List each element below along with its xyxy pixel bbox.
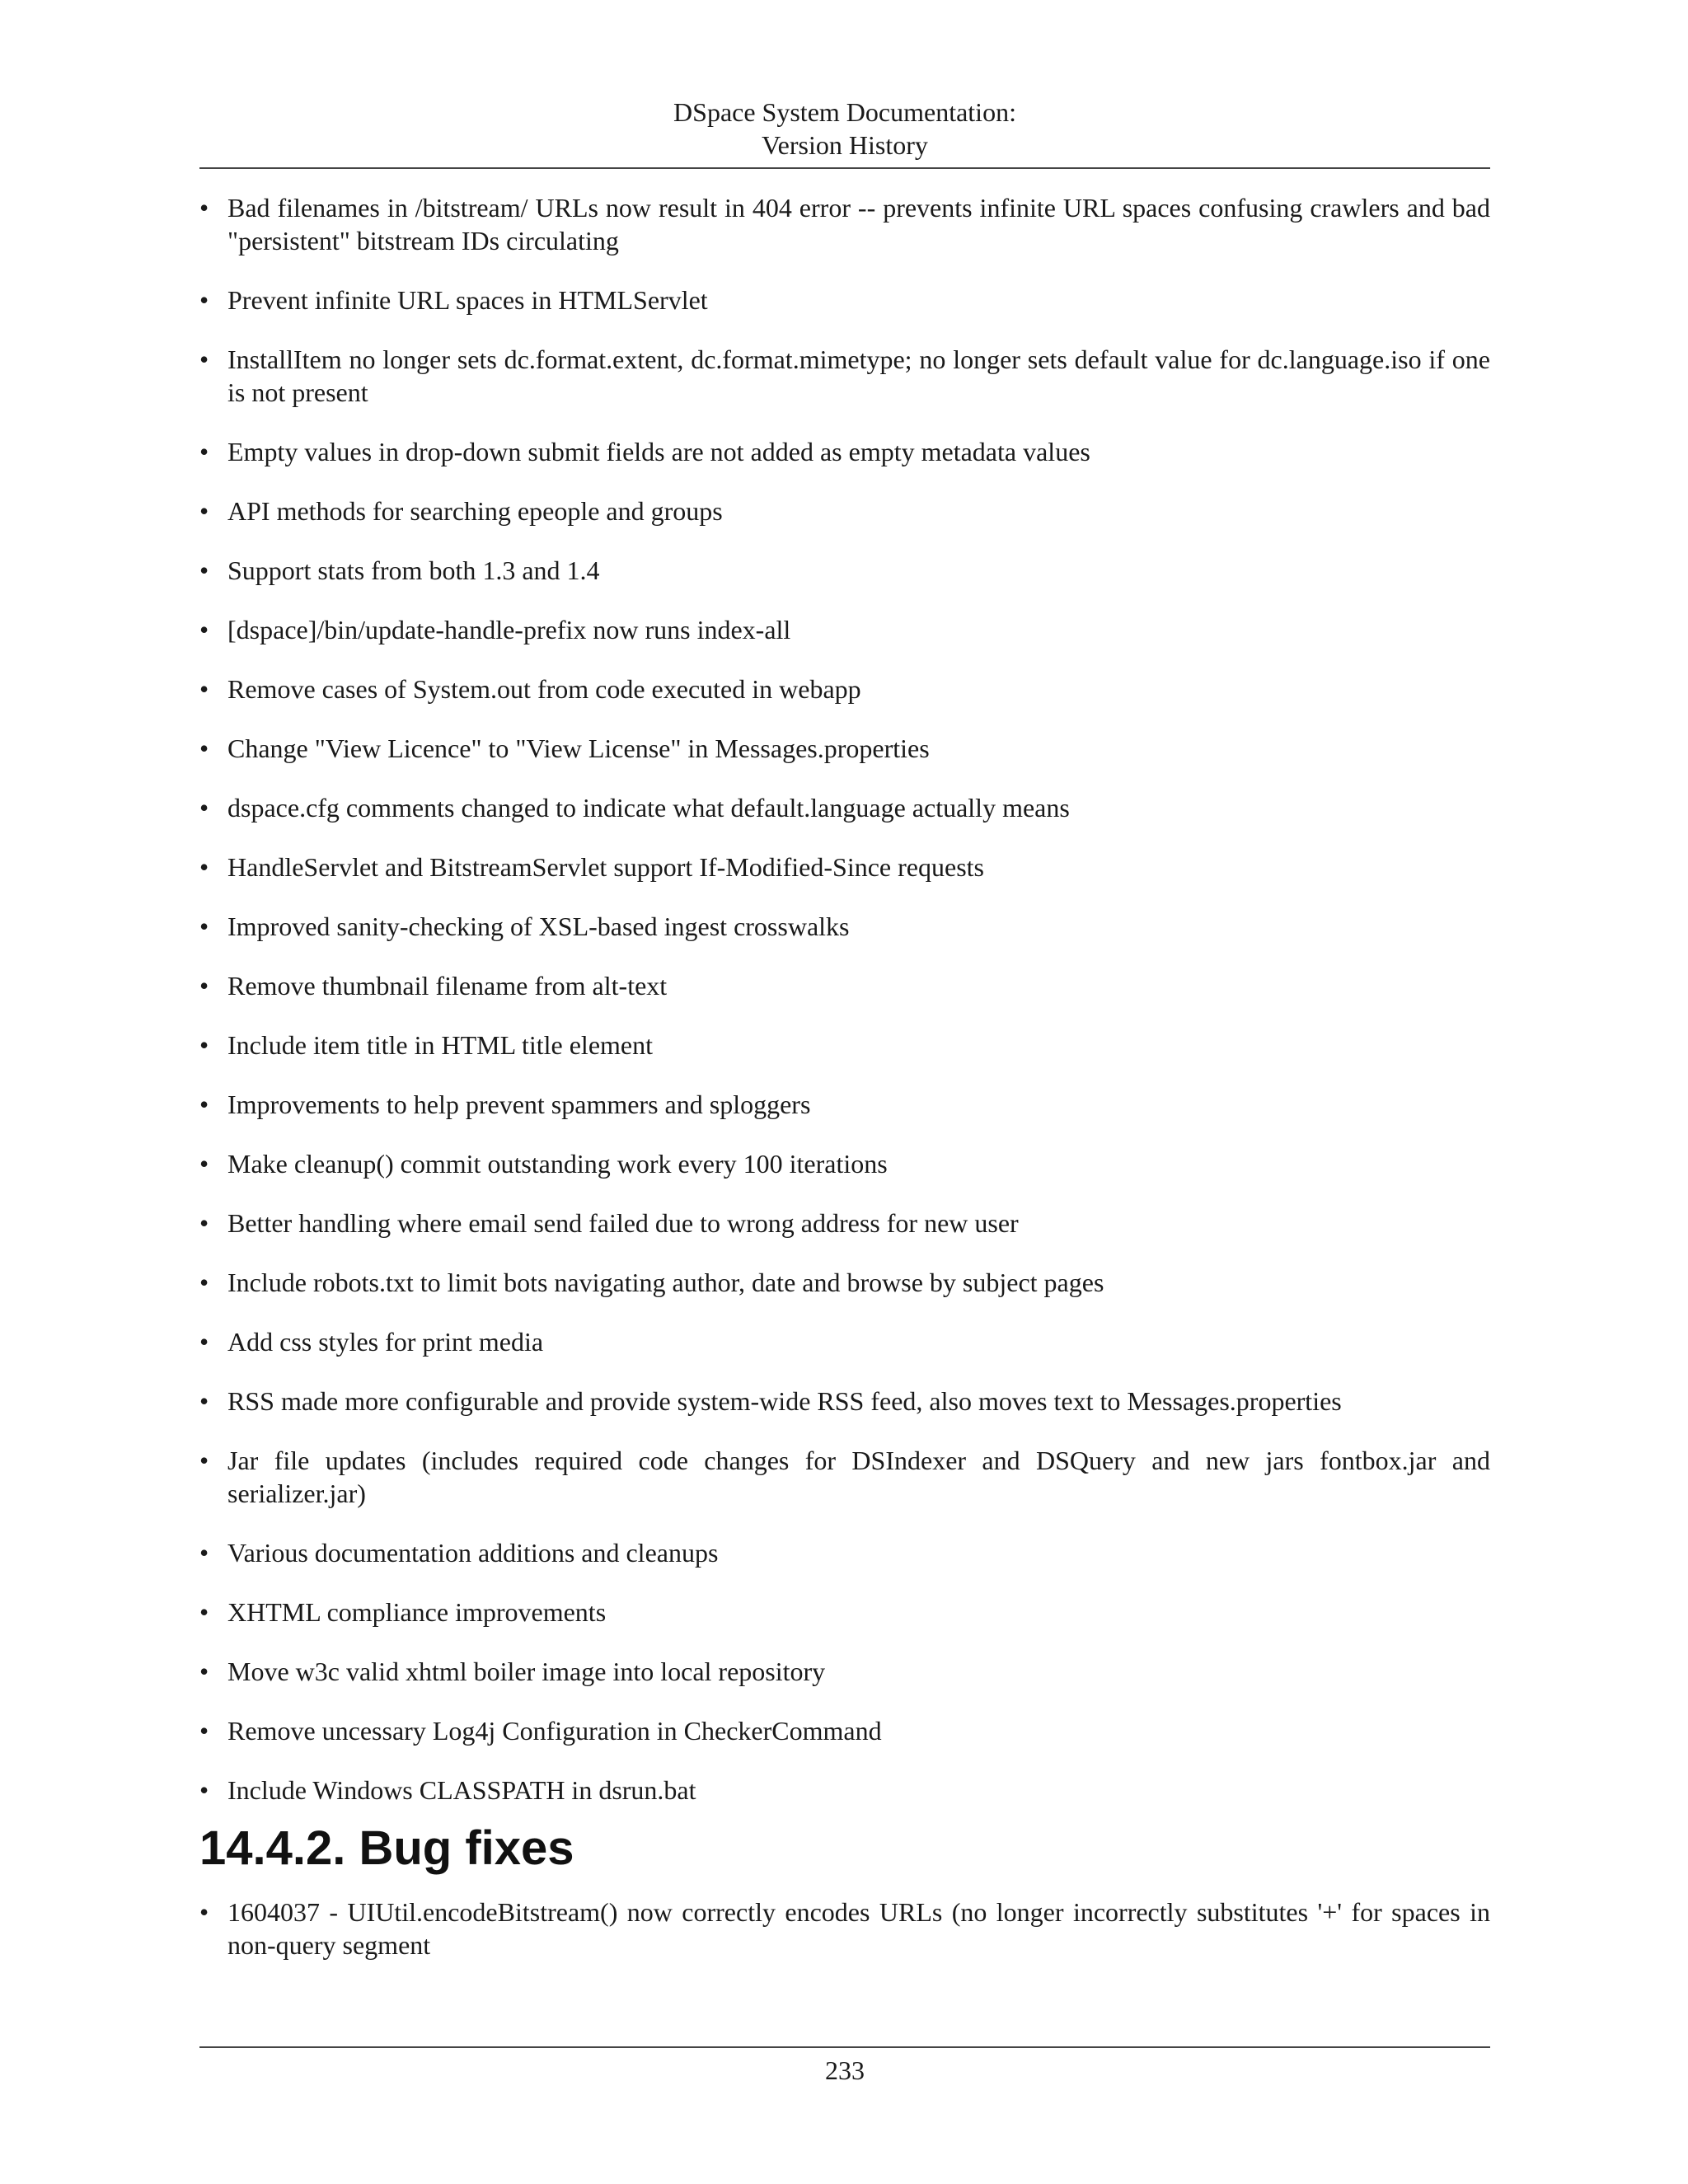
- bullet-icon: •: [199, 1208, 209, 1238]
- bullet-icon: •: [199, 852, 209, 882]
- bullet-icon: •: [199, 496, 209, 526]
- bullet-icon: •: [199, 1090, 209, 1119]
- list-item: [199, 1385, 1490, 1418]
- list-item-text: Change "View Licence" to "View License" in Messages.properties: [227, 733, 930, 763]
- list-item-text: Bad filenames in /bitstream/ URLs now result in 404 error -- prevents infinite URL spaces confusing crawlers and bad "persistent" bitstream IDs circulating: [227, 193, 1490, 255]
- list-item: [199, 732, 1490, 765]
- list-item: [199, 1444, 1490, 1510]
- list-item: [199, 1714, 1490, 1747]
- list-item-text: Improved sanity-checking of XSL-based ingest crosswalks: [227, 912, 850, 941]
- list-item: [199, 1774, 1490, 1807]
- list-item: [199, 1596, 1490, 1629]
- bullet-icon: •: [199, 1327, 209, 1357]
- list-item-text: Empty values in drop-down submit fields are not added as empty metadata values: [227, 437, 1090, 466]
- list-item-text: Remove uncessary Log4j Configuration in CheckerCommand: [227, 1716, 882, 1746]
- list-item: [199, 910, 1490, 943]
- page-number: 233: [825, 2055, 865, 2085]
- list-item-text: Move w3c valid xhtml boiler image into local repository: [227, 1657, 826, 1686]
- list-item: [199, 851, 1490, 883]
- list-item: [199, 791, 1490, 824]
- bullet-icon: •: [199, 1149, 209, 1179]
- list-item: [199, 1266, 1490, 1299]
- list-item-text: Better handling where email send failed due to wrong address for new user: [227, 1208, 1019, 1238]
- list-item-text: Improvements to help prevent spammers and sploggers: [227, 1090, 811, 1119]
- list-item-text: dspace.cfg comments changed to indicate what default.language actually means: [227, 793, 1070, 823]
- list-item-text: [dspace]/bin/update-handle-prefix now runs index-all: [227, 615, 791, 644]
- list-item: [199, 1325, 1490, 1358]
- bullet-icon: •: [199, 1446, 209, 1475]
- bug-fixes-list: [199, 1896, 1490, 1961]
- page-content: [199, 191, 1490, 1961]
- list-item-text: InstallItem no longer sets dc.format.extent, dc.format.mimetype; no longer sets default value for dc.language.iso if one is not present: [227, 344, 1490, 407]
- header-rule: [199, 167, 1490, 169]
- bullet-icon: •: [199, 1030, 209, 1060]
- bullet-icon: •: [199, 1775, 209, 1805]
- bullet-icon: •: [199, 1597, 209, 1627]
- list-item-text: HandleServlet and BitstreamServlet support If-Modified-Since requests: [227, 852, 984, 882]
- bullet-icon: •: [199, 793, 209, 823]
- bullet-icon: •: [199, 193, 209, 223]
- list-item: [199, 1029, 1490, 1062]
- bullet-icon: •: [199, 285, 209, 315]
- list-item-text: Prevent infinite URL spaces in HTMLServlet: [227, 285, 708, 315]
- list-item-text: Remove thumbnail filename from alt-text: [227, 971, 668, 1001]
- footer-rule: [199, 2046, 1490, 2048]
- header-chapter-title: Version History: [762, 130, 928, 160]
- bullet-icon: •: [199, 1657, 209, 1686]
- bullet-icon: •: [199, 912, 209, 941]
- bullet-icon: •: [199, 733, 209, 763]
- header-doc-title: DSpace System Documentation:: [673, 97, 1016, 127]
- bullet-icon: •: [199, 1538, 209, 1568]
- list-item: [199, 969, 1490, 1002]
- list-item-text: Remove cases of System.out from code executed in webapp: [227, 674, 861, 704]
- bullet-icon: •: [199, 971, 209, 1001]
- list-item: [199, 435, 1490, 468]
- bullet-icon: •: [199, 1268, 209, 1297]
- list-item: [199, 284, 1490, 316]
- list-item-text: Make cleanup() commit outstanding work every 100 iterations: [227, 1149, 888, 1179]
- list-item: [199, 1655, 1490, 1688]
- bullet-icon: •: [199, 1716, 209, 1746]
- list-item-text: Various documentation additions and cleanups: [227, 1538, 719, 1568]
- version-history-list: [199, 191, 1490, 1807]
- list-item: [199, 494, 1490, 527]
- list-item-text: XHTML compliance improvements: [227, 1597, 607, 1627]
- bullet-icon: •: [199, 344, 209, 374]
- list-item: [199, 554, 1490, 587]
- list-item: [199, 343, 1490, 409]
- list-item: [199, 1896, 1490, 1961]
- list-item: [199, 613, 1490, 646]
- list-item-text: Support stats from both 1.3 and 1.4: [227, 555, 600, 585]
- list-item-text: Jar file updates (includes required code changes for DSIndexer and DSQuery and new jars fontbox.jar and serializer.jar): [227, 1446, 1490, 1508]
- running-header: [199, 96, 1490, 162]
- list-item-text: Include item title in HTML title element: [227, 1030, 653, 1060]
- bullet-icon: •: [199, 674, 209, 704]
- section-heading-bug-fixes: 14.4.2. Bug fixes: [199, 1821, 574, 1875]
- list-item-text: RSS made more configurable and provide system-wide RSS feed, also moves text to Messages.properties: [227, 1386, 1342, 1416]
- list-item-text: Include Windows CLASSPATH in dsrun.bat: [227, 1775, 696, 1805]
- list-item-text: API methods for searching epeople and groups: [227, 496, 723, 526]
- bullet-icon: •: [199, 1897, 209, 1927]
- bullet-icon: •: [199, 1386, 209, 1416]
- list-item: [199, 191, 1490, 257]
- list-item-text: 1604037 - UIUtil.encodeBitstream() now correctly encodes URLs (no longer incorrectly substitutes '+' for spaces in non-query segment: [227, 1897, 1490, 1960]
- list-item: [199, 1147, 1490, 1180]
- list-item: [199, 1536, 1490, 1569]
- list-item: [199, 673, 1490, 705]
- list-item: [199, 1207, 1490, 1240]
- list-item-text: Include robots.txt to limit bots navigating author, date and browse by subject pages: [227, 1268, 1104, 1297]
- list-item-text: Add css styles for print media: [227, 1327, 544, 1357]
- bullet-icon: •: [199, 555, 209, 585]
- list-item: [199, 1088, 1490, 1121]
- bullet-icon: •: [199, 615, 209, 644]
- bullet-icon: •: [199, 437, 209, 466]
